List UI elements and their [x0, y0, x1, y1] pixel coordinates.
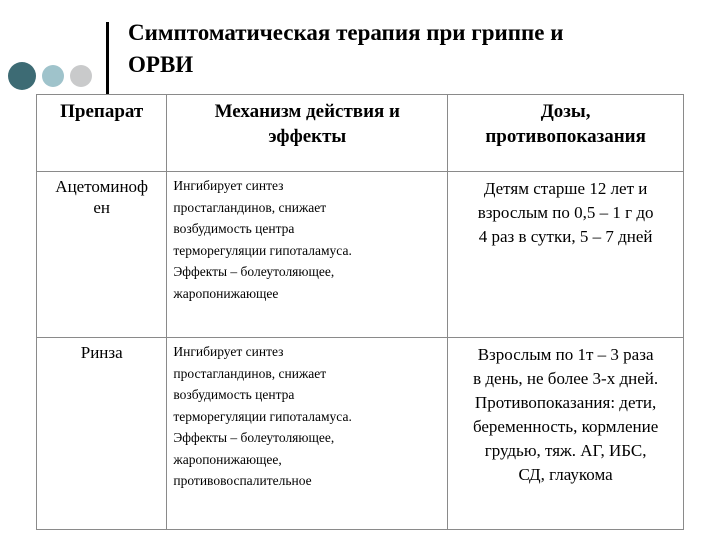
decorative-dot-gray	[70, 65, 92, 87]
mechanism-line: Ингибирует синтез	[173, 344, 284, 359]
header-doses-line-1: Дозы,	[540, 101, 591, 122]
header-drug-label: Препарат	[60, 101, 144, 122]
decorative-dot-light-blue	[42, 65, 64, 87]
drug-cell	[37, 338, 167, 530]
slide-title	[128, 17, 668, 81]
mechanism-cell	[167, 172, 448, 338]
dose-cell	[448, 338, 684, 530]
drug-name-line-1: Ринза	[80, 343, 123, 362]
dose-line: взрослым по 0,5 – 1 г до	[477, 203, 654, 222]
header-doses	[448, 95, 684, 172]
dose-line: 4 раз в сутки, 5 – 7 дней	[478, 227, 653, 246]
dose-line: грудью, тяж. АГ, ИБС,	[484, 441, 647, 460]
drug-name-line-1: Ацетоминоф	[55, 177, 149, 196]
slide-title-line-2: ОРВИ	[128, 52, 194, 77]
mechanism-line: возбудимость центра	[173, 387, 295, 402]
header-doses-line-2: противопоказания	[485, 126, 646, 147]
decorative-dot-dark	[8, 62, 36, 90]
header-mechanism-line-2: эффекты	[268, 126, 347, 147]
therapy-table	[36, 94, 684, 530]
mechanism-line: Ингибирует синтез	[173, 178, 284, 193]
dose-line: Противопоказания: дети,	[474, 393, 657, 412]
mechanism-line: простагландинов, снижает	[173, 365, 327, 381]
mechanism-cell	[167, 338, 448, 530]
mechanism-line: Эффекты – болеутоляющее,	[173, 430, 335, 445]
table-header-row	[37, 95, 684, 172]
table-row	[37, 172, 684, 338]
dose-cell	[448, 172, 684, 338]
mechanism-line: противовоспалительное	[173, 473, 312, 488]
header-mechanism-line-1: Механизм действия и	[214, 101, 400, 122]
mechanism-line: терморегуляции гипоталамуса.	[173, 408, 352, 424]
dose-line: Взрослым по 1т – 3 раза	[477, 345, 654, 364]
mechanism-line: терморегуляции гипоталамуса.	[173, 242, 352, 258]
title-divider-bar	[106, 22, 109, 94]
dose-line: в день, не более 3-х дней.	[473, 369, 659, 388]
header-mechanism	[167, 95, 448, 172]
table-row	[37, 338, 684, 530]
header-drug	[37, 95, 167, 172]
mechanism-line: жаропонижающее,	[173, 451, 282, 467]
mechanism-line: жаропонижающее	[173, 285, 279, 301]
mechanism-line: Эффекты – болеутоляющее,	[173, 264, 335, 279]
drug-name-line-2: ен	[93, 198, 111, 217]
drug-cell	[37, 172, 167, 338]
dose-line: Детям старше 12 лет и	[483, 179, 648, 198]
mechanism-line: возбудимость центра	[173, 221, 295, 236]
dose-line: СД, глаукома	[518, 465, 613, 484]
dose-line: беременность, кормление	[472, 417, 659, 436]
mechanism-line: простагландинов, снижает	[173, 199, 327, 215]
slide-title-line-1: Симптоматическая терапия при гриппе и	[128, 20, 564, 45]
